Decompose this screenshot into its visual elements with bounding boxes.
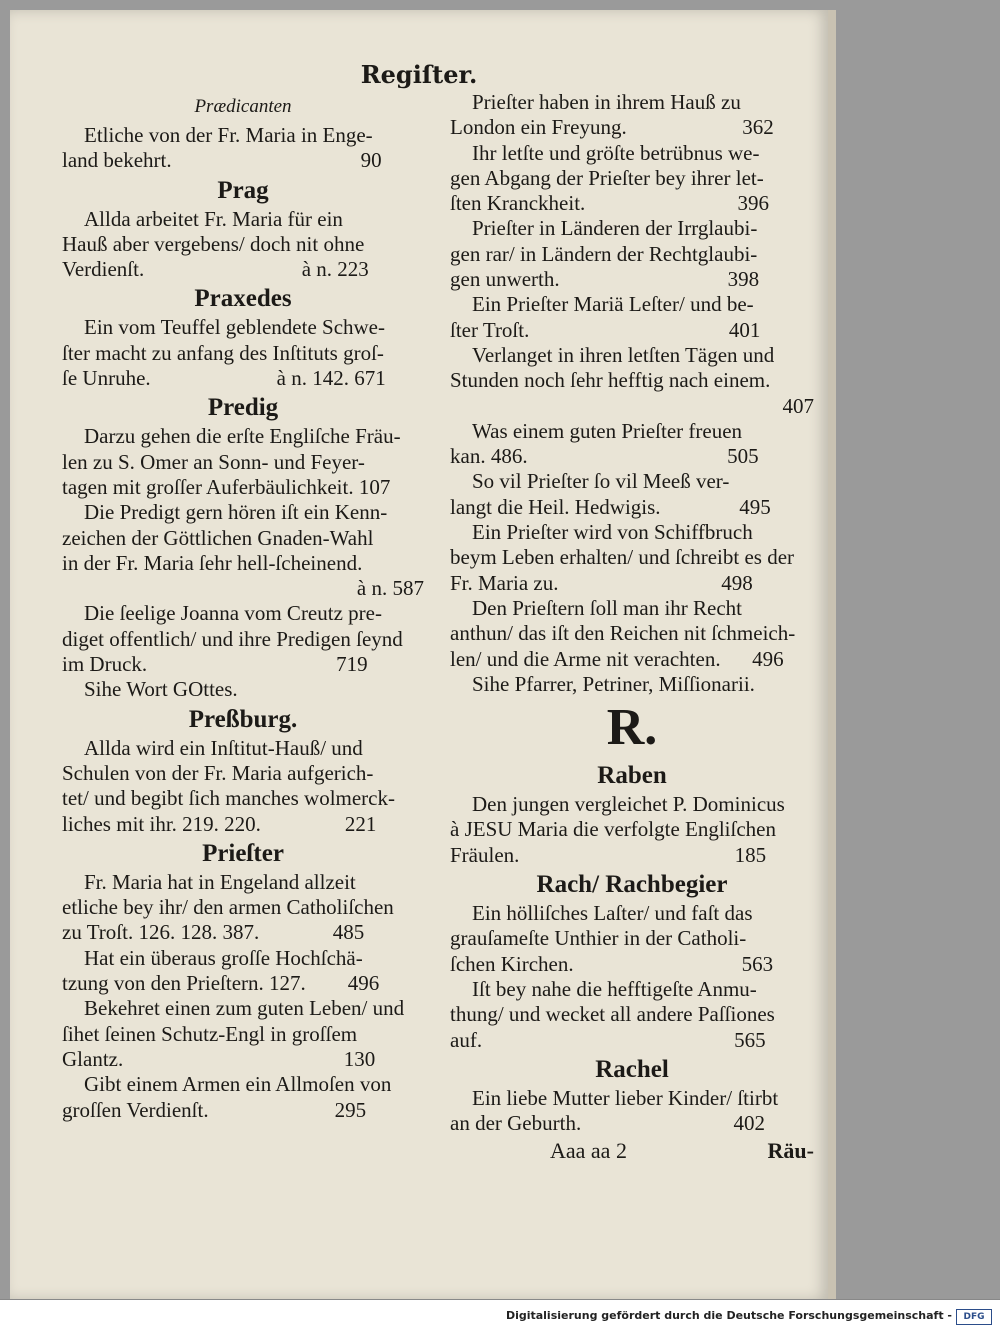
entry-line: Ein Prieſter Mariä Leſter/ und be- — [472, 292, 754, 317]
entry-line: ſihet ſeinen Schutz-Engl in groſſem — [62, 1021, 358, 1046]
entry-line: liches mit ihr. 219. 220. 221 — [62, 811, 377, 836]
entry-line: etliche bey ihr/ den armen Catholiſchen — [62, 895, 394, 920]
entry-line: Gibt einem Armen ein Allmoſen von — [84, 1072, 392, 1097]
entry-line: zeichen der Göttlichen Gnaden-Wahl — [62, 525, 374, 550]
entry-line: Den jungen vergleichet P. Dominicus — [472, 792, 785, 817]
entry-heading: Rach/ Rachbegier — [536, 871, 728, 899]
entry-line: gen unwerth. 398 — [450, 267, 760, 292]
entry-line: Fr. Maria hat in Engeland allzeit — [84, 869, 356, 894]
entry-line: gen Abgang der Prieſter bey ihrer let- — [450, 165, 764, 190]
entry-line: Fräulen. 185 — [450, 842, 767, 867]
entry-line: Fr. Maria zu. 498 — [450, 570, 753, 595]
entry-line: Ihr letſte und gröſte betrübnus we- — [472, 140, 760, 165]
entry-line: Verlanget in ihren letſten Tägen und — [472, 342, 775, 367]
entry-line: tet/ und begibt ſich manches wolmerck- — [62, 786, 395, 811]
page-edge — [828, 10, 836, 1300]
entry-line: Ein liebe Mutter lieber Kinder/ ſtirbt — [472, 1085, 779, 1110]
entry-line: thung/ und wecket all andere Paſſiones — [450, 1002, 775, 1027]
entry-heading: Prag — [217, 176, 269, 204]
entry-heading: Prædicanten — [194, 96, 292, 117]
entry-line: Sihe Wort GOttes. — [84, 677, 238, 702]
entry-line: anthun/ das iſt den Reichen nit ſchmeich- — [450, 621, 796, 646]
entry-line: Ein Prieſter wird von Schiffbruch — [472, 520, 753, 545]
entry-line: land bekehrt. 90 — [62, 148, 382, 173]
entry-line: an der Geburth. 402 — [450, 1111, 765, 1136]
entry-line: ſten Kranckheit. 396 — [450, 191, 770, 216]
entry-line: à JESU Maria die verfolgte Engliſchen — [450, 817, 776, 842]
entry-heading: Preßburg. — [188, 705, 298, 733]
entry-line: kan. 486. 505 — [450, 444, 759, 469]
entry-line: ſchen Kirchen. 563 — [450, 951, 774, 976]
entry-line: Schulen von der Fr. Maria aufgerich- — [62, 760, 374, 785]
entry-line: Den Prieſtern ſoll man ihr Recht — [472, 595, 743, 620]
entry-line: Glantz. 130 — [62, 1046, 376, 1071]
entry-line: Stunden noch ſehr hefftig nach einem. — [450, 368, 771, 393]
entry-line: So vil Prieſter ſo vil Meeß ver- — [472, 469, 730, 494]
entry-line: Sihe Pfarrer, Petriner, Miſſionarii. — [472, 671, 755, 696]
entry-line: Hat ein überaus groſſe Hochſchä- — [84, 945, 363, 970]
entry-line: groſſen Verdienſt. 295 — [62, 1097, 367, 1122]
dfg-logo: DFG — [956, 1309, 992, 1325]
catchword: Räu- — [767, 1138, 814, 1164]
entry-line: langt die Heil. Hedwigis. 495 — [450, 494, 771, 519]
entry-line: ſter macht zu anfang des Inſtituts groſ- — [62, 340, 384, 365]
entry-line: tagen mit groſſer Auferbäulichkeit. 107 — [62, 474, 391, 499]
page-header: Regiſter. — [360, 60, 478, 89]
entry-line: Hauß aber vergebens/ doch nit ohne — [62, 231, 365, 256]
entry-heading: Praxedes — [194, 285, 292, 313]
entry-line: Was einem guten Prieſter freuen — [472, 418, 743, 443]
entry-line: ſe Unruhe. à n. 142. 671 — [62, 366, 386, 391]
entry-heading: Raben — [597, 762, 667, 790]
signature-mark: Aaa aa 2 — [550, 1138, 627, 1164]
right-column — [450, 90, 814, 1164]
entry-line: Etliche von der Fr. Maria in Enge- — [84, 123, 373, 147]
section-letter: R. — [606, 699, 658, 757]
entry-line: beym Leben erhalten/ und ſchreibt es der — [450, 545, 795, 570]
page-footer-line — [450, 1138, 814, 1164]
entry-line: Allda wird ein Inſtitut-Hauß/ und — [84, 735, 363, 760]
entry-line: Die Predigt gern hören iſt ein Kenn- — [84, 500, 388, 525]
entry-line: ſter Troſt. 401 — [450, 317, 761, 342]
footer-bar — [0, 1299, 1000, 1333]
entry-line: Ein vom Teuffel geblendete Schwe- — [84, 315, 385, 340]
entry-heading: Rachel — [595, 1055, 669, 1083]
entry-line: gen rar/ in Ländern der Rechtglaubi- — [450, 241, 758, 266]
entry-line: len/ und die Arme nit verachten. 496 — [450, 646, 784, 671]
entry-line: à n. 587 — [356, 576, 424, 601]
entry-line: grauſameſte Unthier in der Catholi- — [450, 926, 747, 951]
entry-line: auf. 565 — [450, 1027, 766, 1052]
entry-line: Ein hölliſches Laſter/ und faſt das — [472, 901, 753, 926]
entry-heading: Prieſter — [202, 839, 284, 867]
entry-line: len zu S. Omer an Sonn- und Feyer- — [62, 449, 365, 474]
entry-line: Verdienſt. à n. 223 — [62, 257, 369, 282]
entry-line: 407 — [782, 393, 814, 418]
entry-line: Allda arbeitet Fr. Maria für ein — [84, 206, 343, 231]
entry-line: diget offentlich/ und ihre Predigen ſeynd — [62, 626, 403, 651]
entry-line: Darzu gehen die erſte Engliſche Fräu- — [84, 424, 401, 449]
entry-line: Die ſeelige Joanna vom Creutz pre- — [84, 601, 382, 626]
entry-line: im Druck. 719 — [62, 652, 368, 677]
entry-line: tzung von den Prieſtern. 127. 496 — [62, 971, 380, 996]
entry-line: Prieſter in Länderen der Irrglaubi- — [472, 216, 758, 241]
scanned-page — [10, 10, 828, 1300]
left-column — [62, 90, 424, 1123]
entry-line: in der Fr. Maria ſehr hell-ſcheinend. — [62, 550, 363, 575]
entry-line: Iſt bey nahe die hefftigeſte Anmu- — [472, 976, 757, 1001]
entry-heading: Predig — [207, 394, 279, 422]
entry-line: London ein Freyung. 362 — [450, 115, 774, 140]
entry-line: zu Troſt. 126. 128. 387. 485 — [62, 920, 365, 945]
entry-line: Bekehret einen zum guten Leben/ und — [84, 996, 405, 1021]
footer-credit: Digitalisierung gefördert durch die Deutsche Forschungsgemeinschaft - — [505, 1309, 952, 1322]
entry-line: Prieſter haben in ihrem Hauß zu — [472, 90, 741, 114]
